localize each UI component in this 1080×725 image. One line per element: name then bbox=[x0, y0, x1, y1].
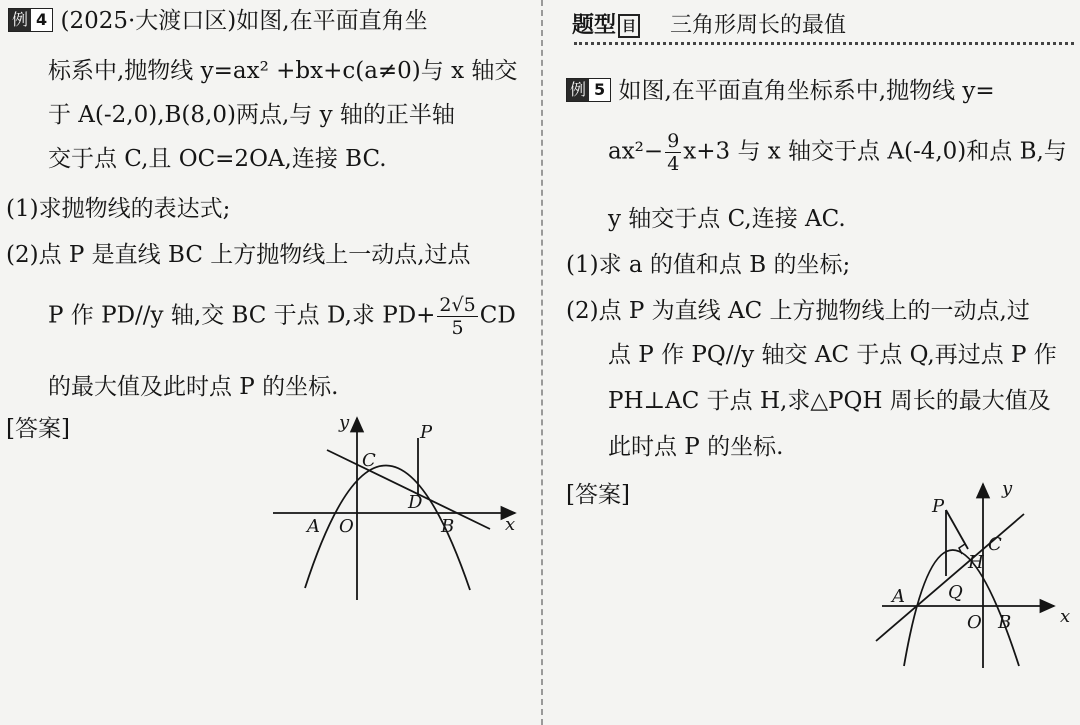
problem-text: 如图,在平面直角坐 bbox=[236, 8, 428, 34]
label-c: C bbox=[988, 534, 1002, 555]
left-problem bbox=[0, 0, 535, 725]
problem-text-line2: 标系中,抛物线 y=ax² +bx+c(a≠0)与 x 轴交 bbox=[48, 58, 518, 84]
problem-text-line4: 交于点 C,且 OC=2OA,连接 BC. bbox=[48, 146, 387, 172]
fraction-9-over-4 bbox=[665, 130, 681, 175]
label-p: P bbox=[932, 496, 945, 517]
example-5-badge bbox=[566, 78, 611, 102]
example-number: 5 bbox=[594, 80, 606, 99]
heading-title: 三角形周长的最值 bbox=[670, 13, 847, 38]
label-b: B bbox=[998, 612, 1012, 633]
label-b: B bbox=[441, 516, 455, 537]
example-label: 例 bbox=[567, 79, 589, 101]
label-a: A bbox=[307, 516, 320, 537]
problem-text-line3: y 轴交于点 C,连接 AC. bbox=[608, 206, 846, 232]
question-2-line3: PH⊥AC 于点 H,求△PQH 周长的最大值及 bbox=[608, 388, 1051, 414]
question-2-line4: 此时点 P 的坐标. bbox=[608, 434, 784, 460]
label-o: O bbox=[339, 516, 354, 537]
section-heading bbox=[572, 8, 846, 39]
label-x: x bbox=[505, 514, 516, 535]
question-2-line1: (2)点 P 为直线 AC 上方抛物线上的一动点,过 bbox=[566, 298, 1030, 324]
question-1: (1)求 a 的值和点 B 的坐标; bbox=[566, 252, 851, 278]
fraction-denominator: 5 bbox=[451, 317, 464, 339]
problem-source: (2025·大渡口区) bbox=[60, 8, 237, 34]
question-1: (1)求抛物线的表达式; bbox=[6, 196, 231, 222]
problem-text-a: ax²− bbox=[608, 138, 664, 165]
label-d: D bbox=[408, 492, 423, 513]
fraction-denominator: 4 bbox=[667, 153, 680, 175]
figure-example-5 bbox=[874, 476, 1074, 676]
question-2-line1: (2)点 P 是直线 BC 上方抛物线上一动点,过点 bbox=[6, 242, 471, 268]
label-a: A bbox=[892, 586, 905, 607]
label-c: C bbox=[362, 450, 376, 471]
right-problem bbox=[552, 0, 1080, 725]
heading-rule bbox=[574, 42, 1074, 45]
problem-text-b: x+3 与 x 轴交于点 A(-4,0)和点 B,与 bbox=[683, 138, 1067, 165]
label-x: x bbox=[1060, 606, 1071, 627]
label-o: O bbox=[967, 612, 982, 633]
answer-label: [答案] bbox=[566, 482, 630, 508]
heading-label: 题型 bbox=[572, 13, 617, 38]
example-label: 例 bbox=[9, 9, 31, 31]
question-2-line2: 点 P 作 PQ//y 轴交 AC 于点 Q,再过点 P 作 bbox=[608, 342, 1057, 368]
example-5-line1 bbox=[566, 76, 995, 106]
problem-text-line2 bbox=[608, 130, 1067, 175]
problem-text-line3: 于 A(-2,0),B(8,0)两点,与 y 轴的正半轴 bbox=[48, 102, 455, 128]
question-2-line2 bbox=[48, 294, 516, 339]
label-h: H bbox=[968, 552, 984, 573]
fraction-2sqrt5-over-5 bbox=[437, 294, 477, 339]
label-q: Q bbox=[948, 582, 963, 603]
heading-icon: 目 bbox=[618, 14, 640, 38]
label-p: P bbox=[420, 422, 433, 443]
figure-example-4 bbox=[265, 410, 535, 610]
answer-label: [答案] bbox=[6, 416, 70, 442]
column-divider bbox=[541, 0, 543, 725]
question-2-line3: 的最大值及此时点 P 的坐标. bbox=[48, 374, 339, 400]
example-4-badge bbox=[8, 8, 53, 32]
fraction-numerator: 2√5 bbox=[439, 294, 476, 316]
problem-text: 如图,在平面直角坐标系中,抛物线 y= bbox=[618, 78, 995, 104]
example-4-line1 bbox=[8, 6, 428, 36]
label-y: y bbox=[339, 412, 350, 433]
question-2-text-a: P 作 PD//y 轴,交 BC 于点 D,求 PD+ bbox=[48, 302, 436, 329]
example-number: 4 bbox=[36, 10, 48, 29]
segment-ph bbox=[946, 510, 968, 549]
label-y: y bbox=[1002, 478, 1013, 499]
question-2-text-b: CD bbox=[479, 302, 516, 329]
fraction-numerator: 9 bbox=[667, 130, 680, 152]
